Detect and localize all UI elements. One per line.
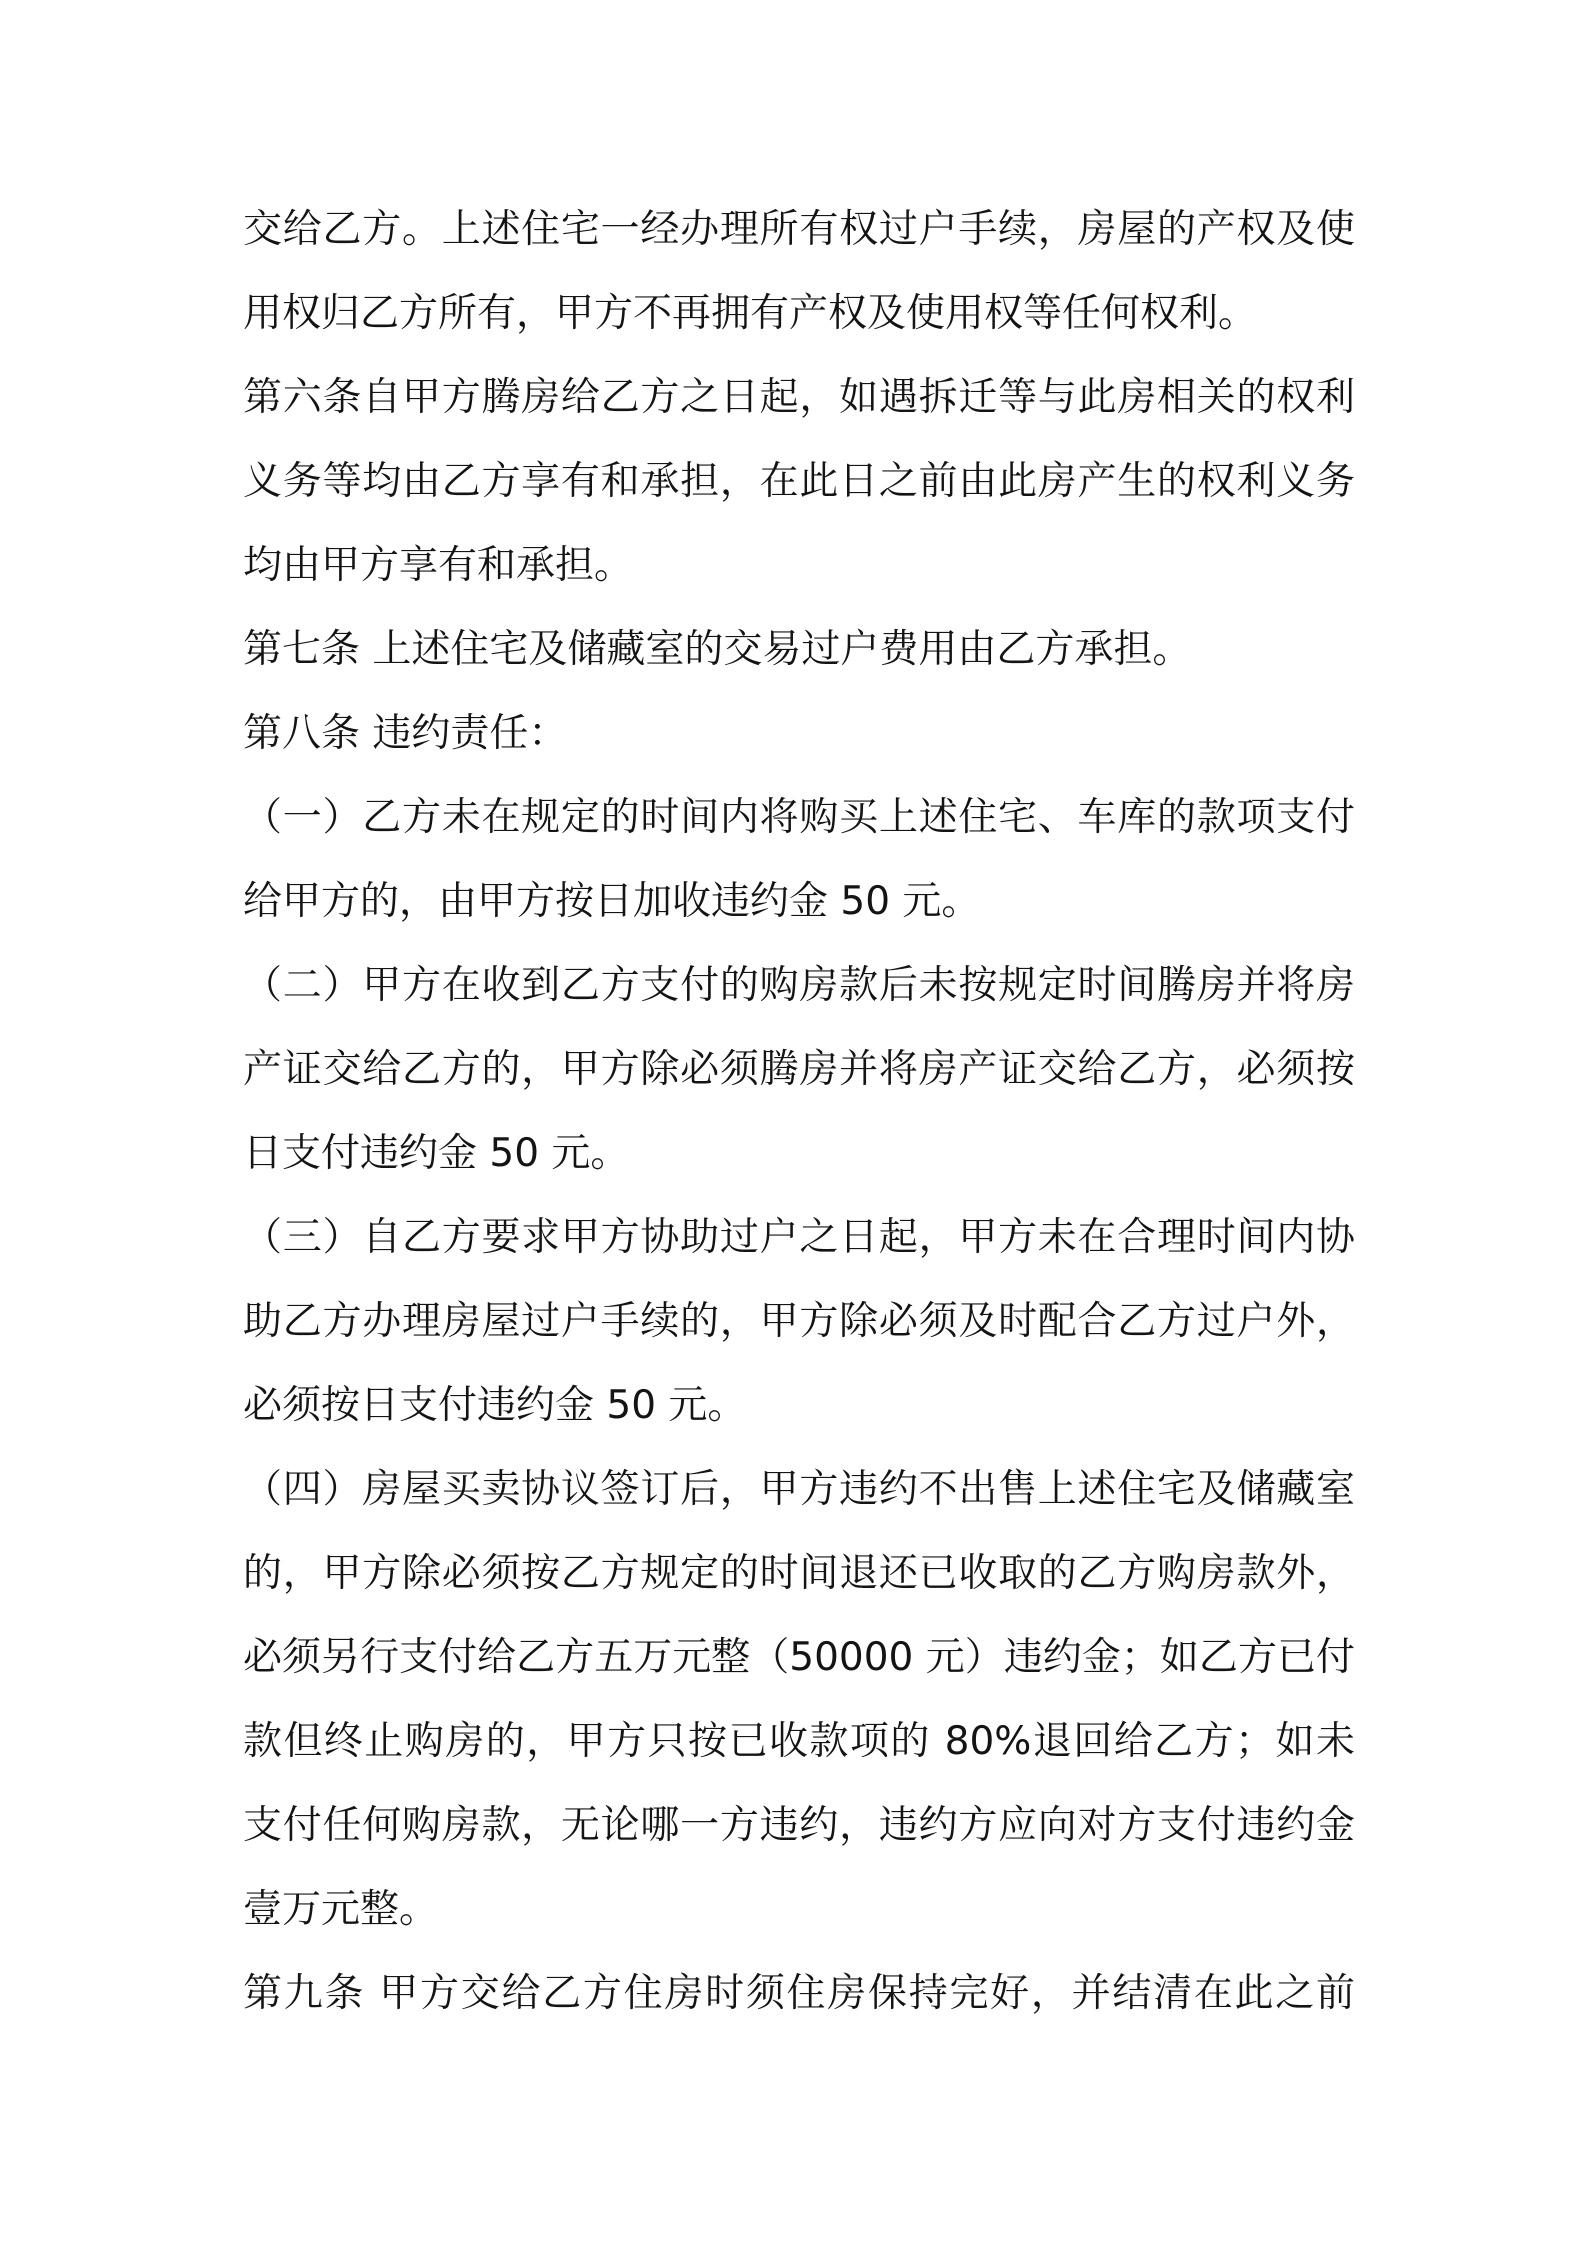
text-line-2: 用权归乙方所有，甲方不再拥有产权及使用权等任何权利。	[243, 291, 1258, 336]
text-line-20: 支付任何购房款，无论哪一方违约，违约方应向对方支付违约金	[243, 1803, 1355, 1848]
text-line-14: 助乙方办理房屋过户手续的，甲方除必须及时配合乙方过户外，	[243, 1299, 1355, 1344]
text-line-5: 均由甲方享有和承担。	[243, 543, 634, 588]
contract-text	[243, 188, 1355, 2036]
text-line-10: （二）甲方在收到乙方支付的购房款后未按规定时间腾房并将房	[243, 963, 1355, 1008]
text-line-17: 的，甲方除必须按乙方规定的时间退还已收取的乙方购房款外，	[243, 1551, 1355, 1596]
text-line-6: 第七条 上述住宅及储藏室的交易过户费用由乙方承担。	[243, 627, 1192, 672]
text-line-1: 交给乙方。上述住宅一经办理所有权过户手续，房屋的产权及使	[243, 207, 1355, 252]
text-line-4: 义务等均由乙方享有和承担，在此日之前由此房产生的权利义务	[243, 459, 1355, 504]
text-line-8: （一）乙方未在规定的时间内将购买上述住宅、车库的款项支付	[243, 795, 1355, 840]
text-line-22: 第九条 甲方交给乙方住房时须住房保持完好，并结清在此之前	[243, 1971, 1355, 2016]
text-line-11: 产证交给乙方的，甲方除必须腾房并将房产证交给乙方，必须按	[243, 1047, 1355, 1092]
text-line-9: 给甲方的，由甲方按日加收违约金 50 元。	[243, 879, 981, 924]
text-line-13: （三）自乙方要求甲方协助过户之日起，甲方未在合理时间内协	[243, 1215, 1355, 1260]
text-line-21: 壹万元整。	[243, 1887, 439, 1932]
text-line-15: 必须按日支付违约金 50 元。	[243, 1383, 747, 1428]
text-line-16: （四）房屋买卖协议签订后，甲方违约不出售上述住宅及储藏室	[243, 1467, 1355, 1512]
text-line-7: 第八条 违约责任：	[243, 711, 568, 756]
text-line-12: 日支付违约金 50 元。	[243, 1131, 630, 1176]
text-line-3: 第六条自甲方腾房给乙方之日起，如遇拆迁等与此房相关的权利	[243, 375, 1355, 420]
text-line-19: 款但终止购房的，甲方只按已收款项的 80%退回给乙方；如未	[243, 1719, 1355, 1764]
text-line-18: 必须另行支付给乙方五万元整（50000 元）违约金；如乙方已付	[243, 1635, 1355, 1680]
